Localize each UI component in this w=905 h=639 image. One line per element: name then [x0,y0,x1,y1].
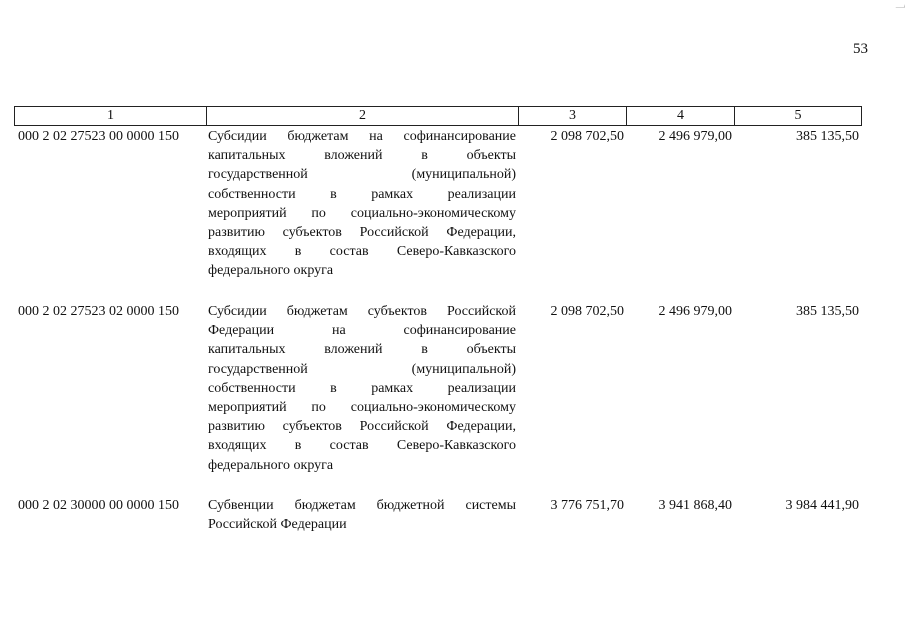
description-line: федерального округа [208,263,334,279]
description-line: мероприятий по социально-экономическому [208,399,516,415]
row-value-col-3: 3 776 751,70 [550,498,624,513]
row-value-col-4: 2 496 979,00 [658,129,732,144]
description-line: Субвенции бюджетам бюджетной системы [208,498,516,513]
table-header-row [14,106,862,126]
description-line: Российской Федерации [208,517,347,533]
description-line: Субсидии бюджетам на софинансирование [208,129,516,144]
row-code: 000 2 02 27523 02 0000 150 [18,304,179,319]
page-number: 53 [853,41,868,57]
row-code: 000 2 02 30000 00 0000 150 [18,498,179,513]
row-value-col-5: 3 984 441,90 [785,498,859,513]
description-line: развитию субъектов Российской Федерации, [208,224,516,240]
description-line: развитию субъектов Российской Федерации, [208,419,516,435]
description-line: Субсидии бюджетам субъектов Российской [208,304,516,319]
description-line: Федерации на софинансирование [208,323,516,339]
header-col-5: 5 [794,108,802,123]
row-value-col-4: 3 941 868,40 [658,498,732,513]
scan-corner-mark [896,0,905,8]
row-value-col-5: 385 135,50 [796,129,859,144]
description-line: входящих в состав Северо-Кавказского [208,438,516,454]
description-line: собственности в рамках реализации [208,186,516,202]
header-col-3: 3 [569,108,576,123]
row-value-col-5: 385 135,50 [796,304,859,319]
row-code: 000 2 02 27523 00 0000 150 [18,129,179,144]
row-value-col-4: 2 496 979,00 [658,304,732,319]
row-value-col-3: 2 098 702,50 [550,129,624,144]
description-line: мероприятий по социально-экономическому [208,205,516,221]
description-line: входящих в состав Северо-Кавказского [208,244,516,260]
row-description [208,127,516,281]
description-line: собственности в рамках реализации [208,380,516,396]
description-line: государственной (муниципальной) [208,361,516,377]
header-col-4: 4 [677,108,684,123]
description-line: капитальных вложений в объекты [208,342,516,358]
row-value-col-3: 2 098 702,50 [550,304,624,319]
header-col-1: 1 [107,108,114,123]
description-line: федерального округа [208,457,334,473]
row-description [208,302,516,475]
header-col-2: 2 [359,108,366,123]
row-description [208,496,516,534]
description-line: государственной (муниципальной) [208,167,516,183]
description-line: капитальных вложений в объекты [208,148,516,164]
